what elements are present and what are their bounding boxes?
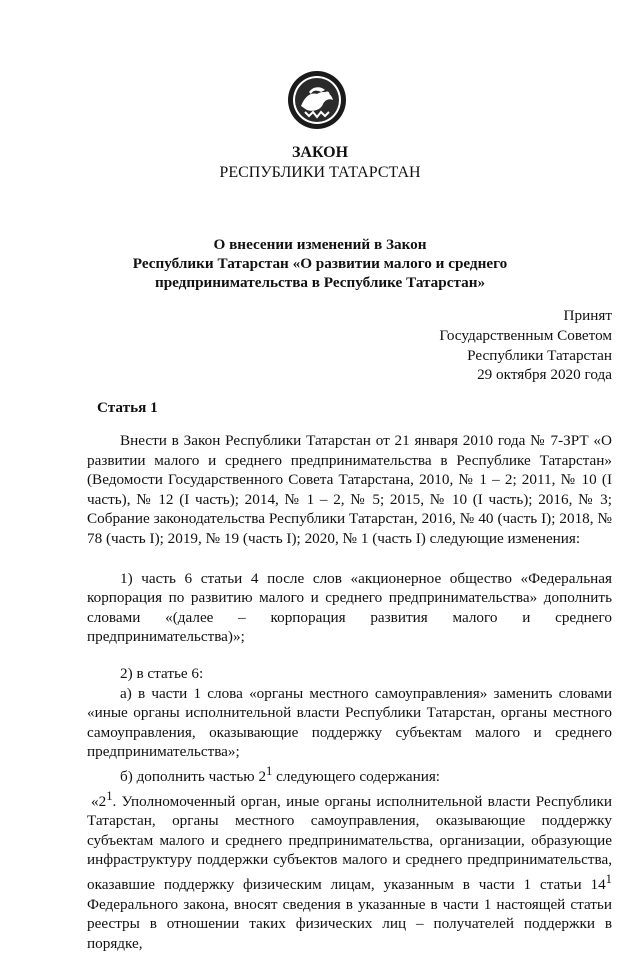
item-2b-paragraph (87, 762, 612, 787)
quote-text: . Уполномоченный орган, иные органы исполнительной власти Республики Татарстан, органы местного самоуправления, оказывающие поддержку субъектам малого и среднего предпринимательства, организации, образующие инфраструктуру поддержки субъектов малого и среднего предпринимательства, оказавшие поддержку физическим лицам, указанным в части 1 статьи 14 (87, 792, 612, 894)
adopted-line-2: Государственным Советом (439, 326, 612, 344)
item-2a-paragraph: а) в части 1 слова «органы местного самоуправления» заменить словами «иные органы исполнительной власти Республики Татарстан, органы местного самоуправления, оказывающие поддержку субъектам малого и среднего предпринимательства»; (87, 684, 612, 761)
quote-superscript: 1 (106, 788, 113, 803)
item-1-paragraph: 1) часть 6 статьи 4 после слов «акционерное общество «Федеральная корпорация по развитию малого и среднего предпринимательства» дополнить словами «(далее – корпорация развития малого и среднего предпринимательства)»; (87, 569, 612, 646)
adoption-block (439, 306, 612, 385)
subject-line-3: предпринимательства в Республике Татарстан» (154, 274, 486, 291)
adopted-line-3: Республики Татарстан (467, 346, 612, 364)
adoption-date: 29 октября 2020 года (477, 366, 612, 384)
quote-superscript-2: 1 (605, 872, 612, 886)
quote-text-2: Федерального закона, вносят сведения в указанные в части 1 настоящей статьи реестры в отношении таких физических лиц – получателей поддержки в порядке, (87, 895, 612, 952)
republic-title: РЕСПУБЛИКИ ТАТАРСТАН (219, 164, 421, 181)
tatarstan-emblem-icon (287, 70, 347, 130)
quote-prefix: «2 (91, 792, 107, 810)
quoted-part-paragraph (87, 787, 612, 953)
subject-line-2: Республики Татарстан «О развитии малого и среднего (132, 255, 508, 272)
item-2b-superscript: 1 (266, 763, 273, 778)
intro-paragraph: Внести в Закон Республики Татарстан от 21 января 2010 года № 7-ЗРТ «О развитии малого и среднего предпринимательства в Республике Татарстан» (Ведомости Государственного Совета Татарстана, 2010, № 1 – 2; 2011, № 10 (I часть), № 12 (I часть); 2014, № 1 – 2, № 5; 2015, № 10 (I часть); 2016, № 3; Собрание законодательства Республики Татарстан, 2016, № 40 (часть I); 2018, № 78 (часть I); 2019, № 19 (часть I); 2020, № 1 (часть I) следующие изменения: (87, 432, 612, 547)
item-2-paragraph: 2) в статье 6: (120, 664, 204, 682)
law-title: ЗАКОН (291, 144, 349, 161)
subject-line-1: О внесении изменений в Закон (213, 236, 427, 253)
article-body (87, 431, 612, 953)
item-2b-suffix: следующего содержания: (272, 767, 441, 785)
item-2b-prefix: б) дополнить частью 2 (120, 767, 267, 785)
law-subject (110, 235, 530, 292)
adopted-line-1: Принят (563, 307, 612, 324)
article-title: Статья 1 (97, 399, 158, 416)
